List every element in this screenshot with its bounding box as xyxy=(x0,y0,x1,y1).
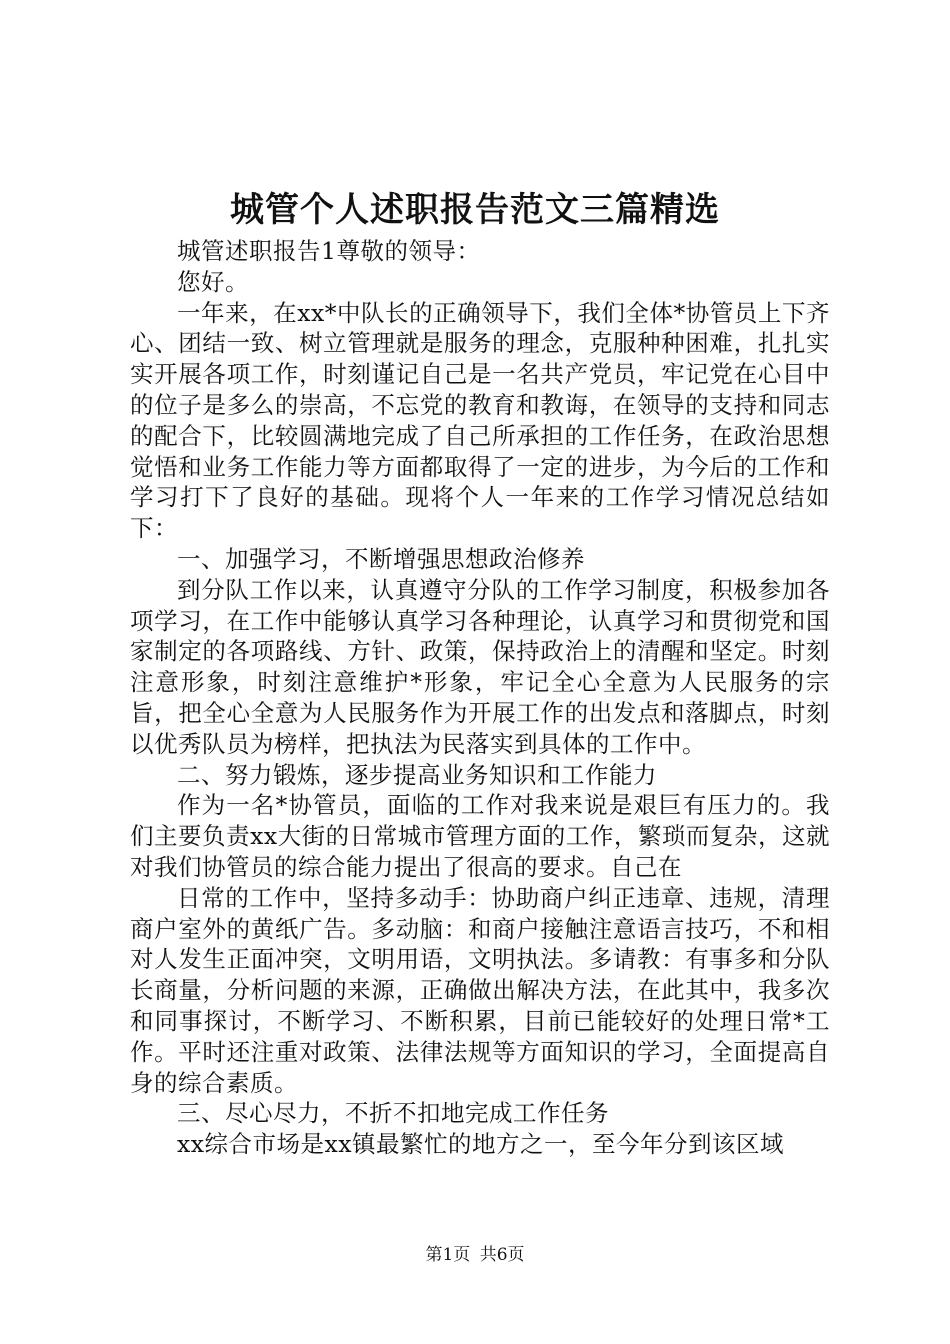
section-heading-2: 二、努力锻炼，逐步提高业务知识和工作能力 xyxy=(177,760,657,789)
section-1-paragraph: 到分队工作以来，认真遵守分队的工作学习制度，积极参加各项学习，在工作中能够认真学习各种理论，认真学习和贯彻党和国家制定的各项路线、方针、政策，保持政治上的清醒和坚定。时刻注意形象，时刻注意维护*形象，牢记全心全意为人民服务的宗旨，把全心全意为人民服务作为开展工作的出发点和落脚点，时刻以优秀队员为榜样，把执法为民落实到具体的工作中。 xyxy=(130,575,830,758)
page-total: 共6页 xyxy=(479,1245,525,1265)
page-number: 第1页 xyxy=(425,1245,471,1265)
section-2-paragraph-2: 日常的工作中，坚持多动手：协助商户纠正违章、违规，清理商户室外的黄纸广告。多动脑：和商户接触注意语言技巧，不和相对人发生正面冲突，文明用语，文明执法。多请教：有事多和分队长商量，分析问题的来源，正确做出解决方法，在此其中，我多次和同事探讨，不断学习、不断积累，目前已能较好的处理日常*工作。平时还注重对政策、法律法规等方面知识的学习，全面提高自身的综合素质。 xyxy=(130,883,830,1097)
section-heading-1: 一、加强学习，不断增强思想政治修养 xyxy=(177,544,585,573)
section-3-paragraph: xx综合市场是xx镇最繁忙的地方之一，至今年分到该区域 xyxy=(177,1130,785,1159)
intro-paragraph: 一年来，在xx*中队长的正确领导下，我们全体*协管员上下齐心、团结一致、树立管理就是服务的理念，克服种种困难，扎扎实实开展各项工作，时刻谨记自己是一名共产党员，牢记党在心目中的位子是多么的崇高，不忘党的教育和教诲，在领导的支持和同志的配合下，比较圆满地完成了自己所承担的工作任务，在政治思想觉悟和业务工作能力等方面都取得了一定的进步，为今后的工作和学习打下了良好的基础。现将个人一年来的工作学习情况总结如下： xyxy=(130,298,830,543)
greeting-line: 您好。 xyxy=(177,267,249,296)
section-2-paragraph-1: 作为一名*协管员，面临的工作对我来说是艰巨有压力的。我们主要负责xx大街的日常城市管理方面的工作，繁琐而复杂，这就对我们协管员的综合能力提出了很高的要求。自己在 xyxy=(130,791,830,881)
salutation-line: 城管述职报告1尊敬的领导： xyxy=(177,237,481,265)
page-footer xyxy=(0,1243,950,1267)
section-heading-3: 三、尽心尽力，不折不扣地完成工作任务 xyxy=(177,1099,609,1128)
document-body xyxy=(130,236,830,1160)
document-title: 城管个人述职报告范文三篇精选 xyxy=(230,190,720,230)
